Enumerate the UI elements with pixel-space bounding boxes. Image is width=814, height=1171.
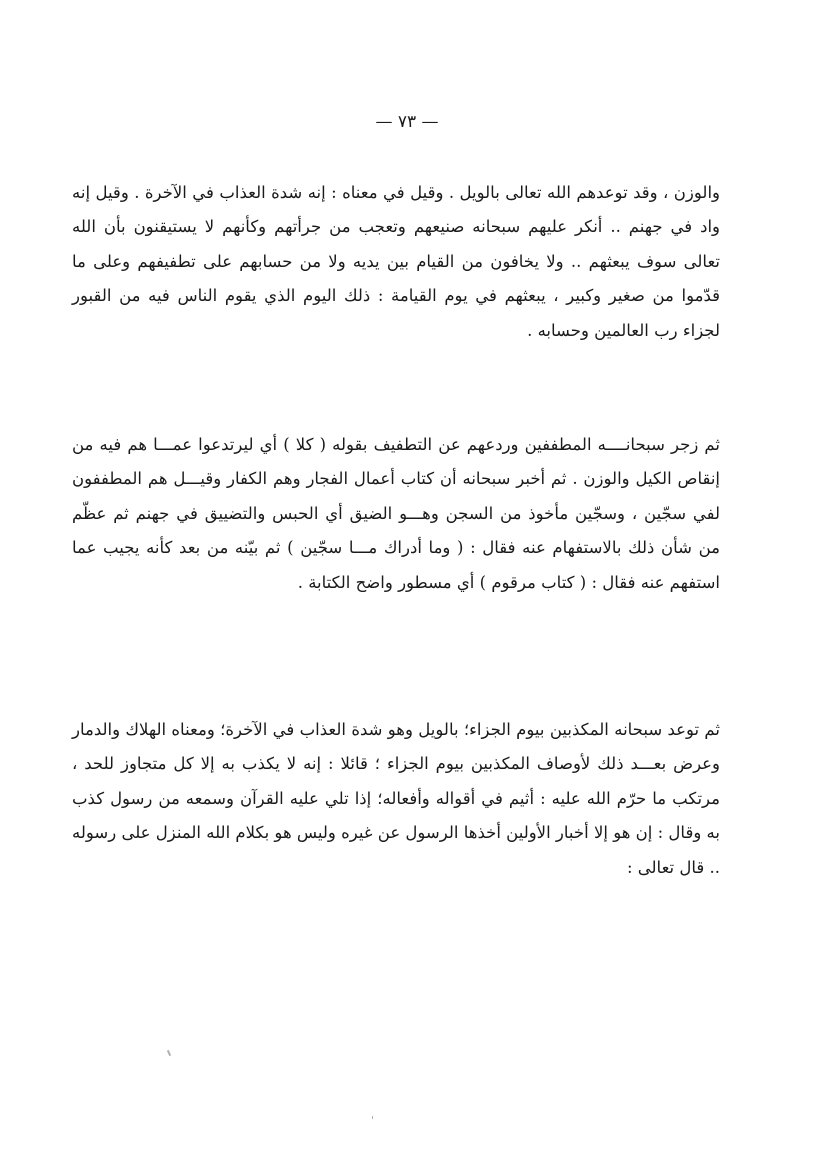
paragraph-3: ثم توعد سبحانه المكذبين بيوم الجزاء؛ بالويل وهو شدة العذاب في الآخرة؛ ومعناه الهلاك والدمار وعرض بعـــد ذلك لأوصاف المكذبين بيوم الجزاء ؛ قائلا : إنه لا يكذب به إلا كل متجاوز للحد ، مرتكب ما حرّم الله عليه : أثيم في أقواله وأفعاله؛ إذا تلي عليه القرآن وسمعه من رسول كذب به وقال : إن هو إلا أخبار الأولين أخذها الرسول عن غيره وليس هو بكلام الله المنزل على رسوله .. قال تعالى : [72,720,720,877]
scan-speck [167,1050,171,1056]
scan-speck [372,1116,373,1119]
paragraph-1: والوزن ، وقد توعدهم الله تعالى بالويل . وقيل في معناه : إنه شدة العذاب في الآخرة . وقيل إنه واد في جهنم .. أنكر عليهم سبحانه صنيعهم وتعجب من جرأتهم وكأنهم لا يستيقنون بأن الله تعالى سوف يبعثهم .. ولا يخافون من القيام بين يديه ولا من حسابهم على تطفيفهم وعلى ما قدّموا من صغير وكبير ، يبعثهم في يوم القيامة : ذلك اليوم الذي يقوم الناس فيه من القبور لجزاء رب العالمين وحسابه . [72,183,720,340]
paragraph-2: ثم زجر سبحانــــه المطففين وردعهم عن التطفيف بقوله ( كلا ) أي ليرتدعوا عمـــا هم فيه من إنقاص الكيل والوزن . ثم أخبر سبحانه أن كتاب أعمال الفجار وهم الكفار وقيـــل هم المطففون لفي سجّين ، وسجّين مأخوذ من السجن وهـــو الضيق أي الحبس والتضييق في جهنم ثم عظّم من شأن ذلك بالاستفهام عنه فقال : ( وما أدراك مـــا سجّين ) ثم بيّنه من بعد كأنه يجيب عما استفهم عنه فقال : ( كتاب مرقوم ) أي مسطور واضح الكتابة . [72,435,720,592]
page-number: — ٧٣ — [375,112,439,132]
